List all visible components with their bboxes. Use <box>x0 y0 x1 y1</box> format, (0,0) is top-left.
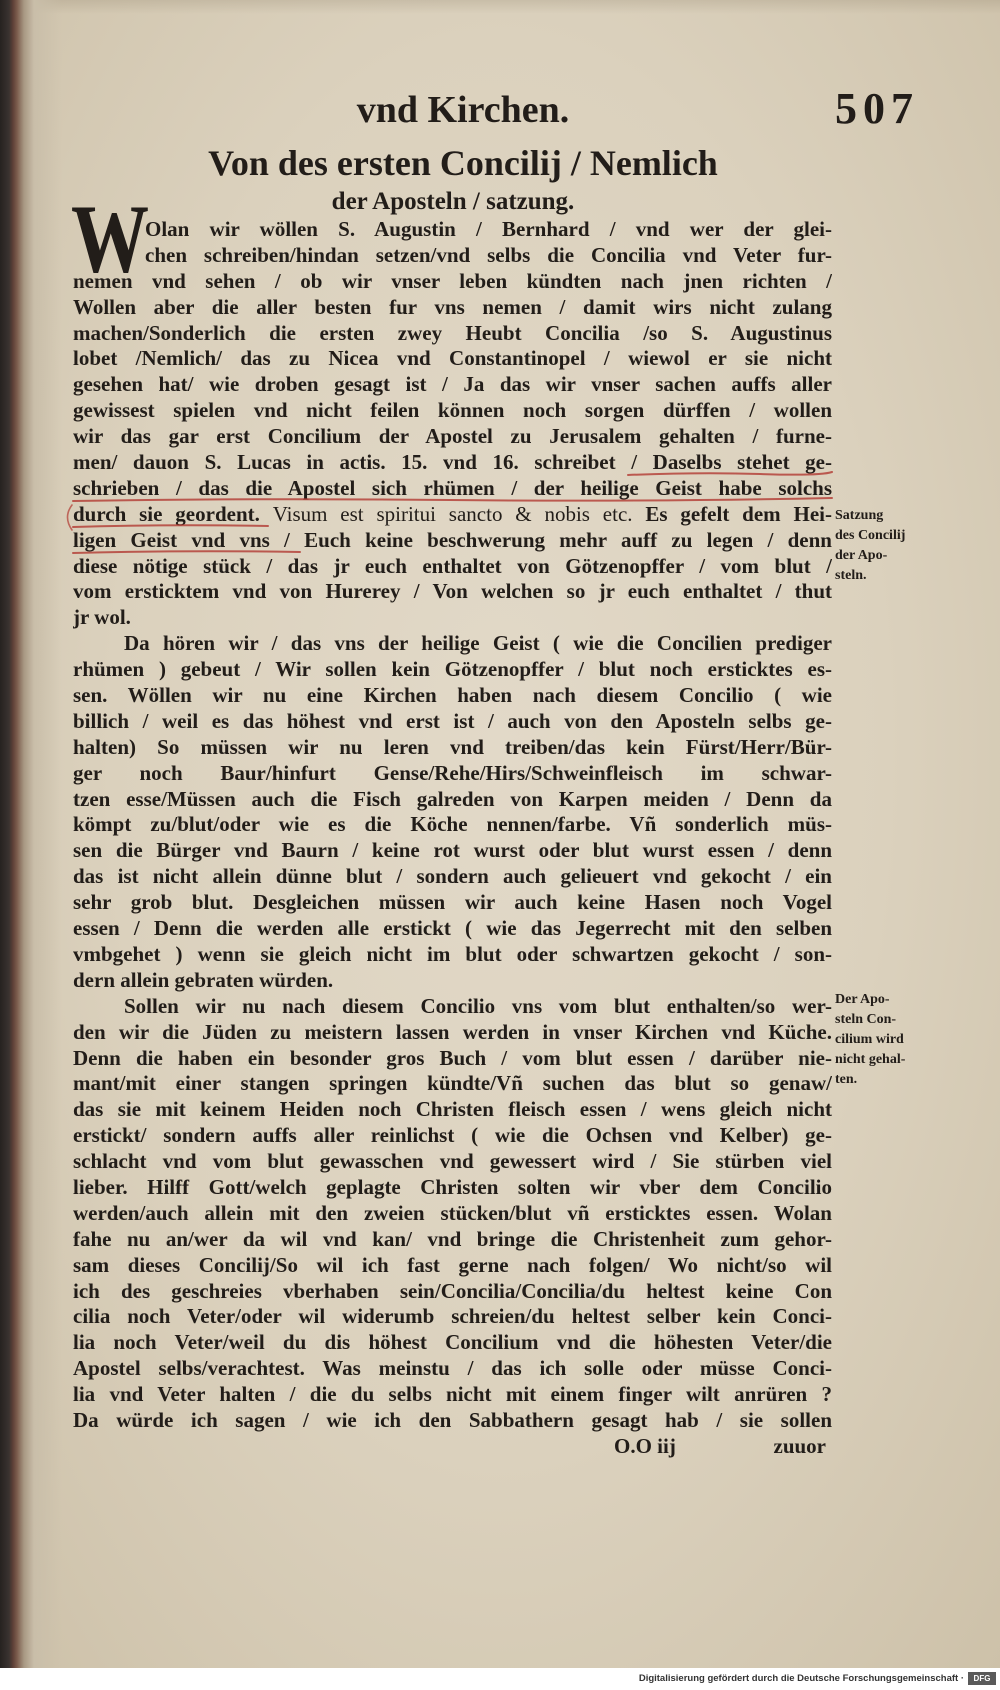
text-line: ich des geschreies vberhaben sein/Concilia/Concilia/du heltest keine Con <box>73 1278 832 1303</box>
signature-mark: O.O iij <box>614 1433 676 1458</box>
margin-note-line: Satzung <box>835 508 884 523</box>
margin-note-line: des Concilij <box>835 528 906 543</box>
text-line: Sollen wir nu nach diesem Concilio vns vom blut enthalten/so wer- <box>124 993 832 1018</box>
margin-note-line: der Apo- <box>835 548 888 563</box>
text-line: essen / Denn die werden alle erstickt ( wie das Jegerrecht mit den selben <box>73 916 832 941</box>
text-line: mant/mit einer stangen springen kündte/Vñ suchen das blut so genaw/ <box>73 1071 832 1096</box>
text-line: kömpt zu/blut/oder wie es die Köche nennen/farbe. Vñ sonderlich müs- <box>73 812 832 837</box>
text-line: erstickt/ sondern auffs aller reinlichst ( wie die Ochsen vnd Kelber) ge- <box>73 1123 832 1148</box>
text-line: lieber. Hilff Gott/welch geplagte Christen solten wir vber dem Concilio <box>73 1174 832 1199</box>
text-line: Olan wir wöllen S. Augustin / Bernhard / vnd wer der glei- <box>145 217 832 241</box>
text-line: halten) So müssen wir nu leren vnd treiben/das kein Fürst/Herr/Bür- <box>73 734 832 759</box>
text-line: sam dieses Concilij/So wil ich fast gerne nach folgen/ Wo nicht/so wil <box>73 1252 832 1277</box>
dfg-logo: DFG <box>968 1672 996 1685</box>
text-segment: durch sie geordent. <box>73 501 273 526</box>
catchword: zuuor <box>773 1433 826 1458</box>
chapter-title-line-1: Von des ersten Concilij / Nemlich <box>208 143 718 183</box>
text-line: den wir die Jüden zu meistern lassen werden in vnser Kirchen vnd Küche. <box>73 1019 832 1044</box>
text-line: sehr grob blut. Desgleichen müssen wir auch keine Hasen noch Vogel <box>73 890 832 915</box>
text-line: Apostel selbs/verachtest. Was meinstu / das ich solle oder müsse Conci- <box>73 1356 832 1381</box>
text-line: das sie mit keinem Heiden noch Christen fleisch essen / wens gleich nicht <box>73 1097 832 1122</box>
text-line: men/ dauon S. Lucas in actis. 15. vnd 16. schreibet / Daselbs stehet ge- <box>73 450 832 475</box>
text-line: vmbgehet ) wenn sie gleich nicht im blut oder schwartzen gekocht / son- <box>73 941 832 966</box>
drop-cap-initial: W <box>71 183 149 293</box>
text-segment: Es gefelt dem Hei- <box>632 501 832 526</box>
text-line: Denn die haben ein besonder gros Buch / vom blut essen / darüber nie- <box>73 1045 832 1070</box>
margin-note-line: Der Apo- <box>835 992 890 1007</box>
text-line: gesehen hat/ wie droben gesagt ist / Ja das wir vnser sachen auffs aller <box>73 372 832 397</box>
running-title: vnd Kirchen. <box>356 89 570 131</box>
funding-credit: Digitalisierung gefördert durch die Deutsche Forschungsgemeinschaft · <box>638 1673 964 1684</box>
text-line: chen schreiben/hindan setzen/vnd selbs die Concilia vnd Veter fur- <box>145 242 832 267</box>
text-line: lia vnd Veter halten / die du selbs nicht mit einem finger wilt anrüren ? <box>73 1382 832 1407</box>
text-line: sen. Wöllen wir nu eine Kirchen haben nach diesem Concilio ( wie <box>73 683 832 708</box>
catchline <box>73 1434 832 1460</box>
margin-note-line: cilium wird <box>835 1032 904 1047</box>
text-line: fahe nu an/wer da wil vnd kan/ vnd bringe die Christenheit zum gehor- <box>73 1226 832 1251</box>
text-line: jr wol. <box>73 605 131 630</box>
latin-quote: Visum est spiritui sancto & nobis etc. <box>272 501 633 526</box>
text-line: cilia noch Veter/oder wil widerumb schreien/du heltest selber kein Conci- <box>73 1304 832 1329</box>
text-line: diese nötige stück / das jr euch enthaltet von Götzenopffer / vom blut / <box>73 553 832 578</box>
text-line-with-latin-quote <box>73 502 832 528</box>
text-line: billich / weil es das höhest vnd erst ist / auch von den Aposteln selbs ge- <box>73 708 832 733</box>
page-number: 507 <box>835 84 919 133</box>
text-line: lia noch Veter/weil du dis höhest Concilium vnd die höhesten Veter/die <box>73 1330 832 1355</box>
text-line: schlacht vnd vom blut gewasschen vnd gewessert wird / Sie stürben viel <box>73 1149 832 1174</box>
margin-note <box>835 506 925 586</box>
margin-note-line: nicht gehal- <box>835 1052 906 1067</box>
text-line: vom ersticktem vnd von Hurerey / Von welchen so jr euch enthaltet / thut <box>73 579 832 604</box>
text-line: Da hören wir / das vns der heilige Geist ( wie die Concilien prediger <box>124 631 832 656</box>
margin-note-line: steln Con- <box>835 1012 897 1027</box>
text-line: das ist nicht allein dünne blut / sondern auch gelieuert vnd gekocht / ein <box>73 864 832 889</box>
text-line: gewissest spielen vnd nicht feilen können noch sorgen dürffen / wollen <box>73 398 832 423</box>
margin-note-line: ten. <box>835 1072 858 1087</box>
text-line: Wollen aber die aller besten fur vns nemen / damit wirs nicht zulang <box>73 294 832 319</box>
text-line: rhümen ) gebeut / Wir sollen kein Götzenopffer / blut noch ersticktes es- <box>73 657 832 682</box>
red-ink-bracket <box>68 505 73 530</box>
text-line: machen/Sonderlich die ersten zwey Heubt Concilia /so S. Augustinus <box>73 320 832 345</box>
text-line: nemen vnd sehen / ob wir vnser leben kündten nach jnen richten / <box>73 268 832 293</box>
text-line: werden/auch allein mit den zweien stücken/blut vñ ersticktes essen. Wolan <box>73 1200 832 1225</box>
text-line: sen die Bürger vnd Baurn / keine rot wurst oder blut wurst essen / denn <box>73 838 832 863</box>
text-line: ger noch Baur/hinfurt Gense/Rehe/Hirs/Schweinfleisch im schwar- <box>73 760 832 785</box>
text-line: tzen esse/Müssen auch die Fisch galreden von Karpen meiden / Denn da <box>73 786 832 811</box>
chapter-title-line-2: der Aposteln / satzung. <box>331 188 575 215</box>
text-line: lobet /Nemlich/ das zu Nicea vnd Constantinopel / wiewol er sie nicht <box>73 346 832 371</box>
margin-note-line: steln. <box>835 568 867 583</box>
text-line: Da würde ich sagen / wie ich den Sabbathern gesagt hab / sie sollen <box>73 1407 832 1432</box>
text-line: schrieben / das die Apostel sich rhümen / der heilige Geist habe solchs <box>73 475 832 500</box>
text-line: wir das gar erst Concilium der Apostel zu Jerusalem gehalten / furne- <box>73 424 832 449</box>
margin-note <box>835 990 925 1090</box>
text-line: ligen Geist vnd vns / Euch keine beschwerung mehr auff zu legen / denn <box>73 527 832 552</box>
digitization-footer <box>0 1668 1000 1690</box>
text-line: dern allein gebraten würden. <box>73 967 334 992</box>
